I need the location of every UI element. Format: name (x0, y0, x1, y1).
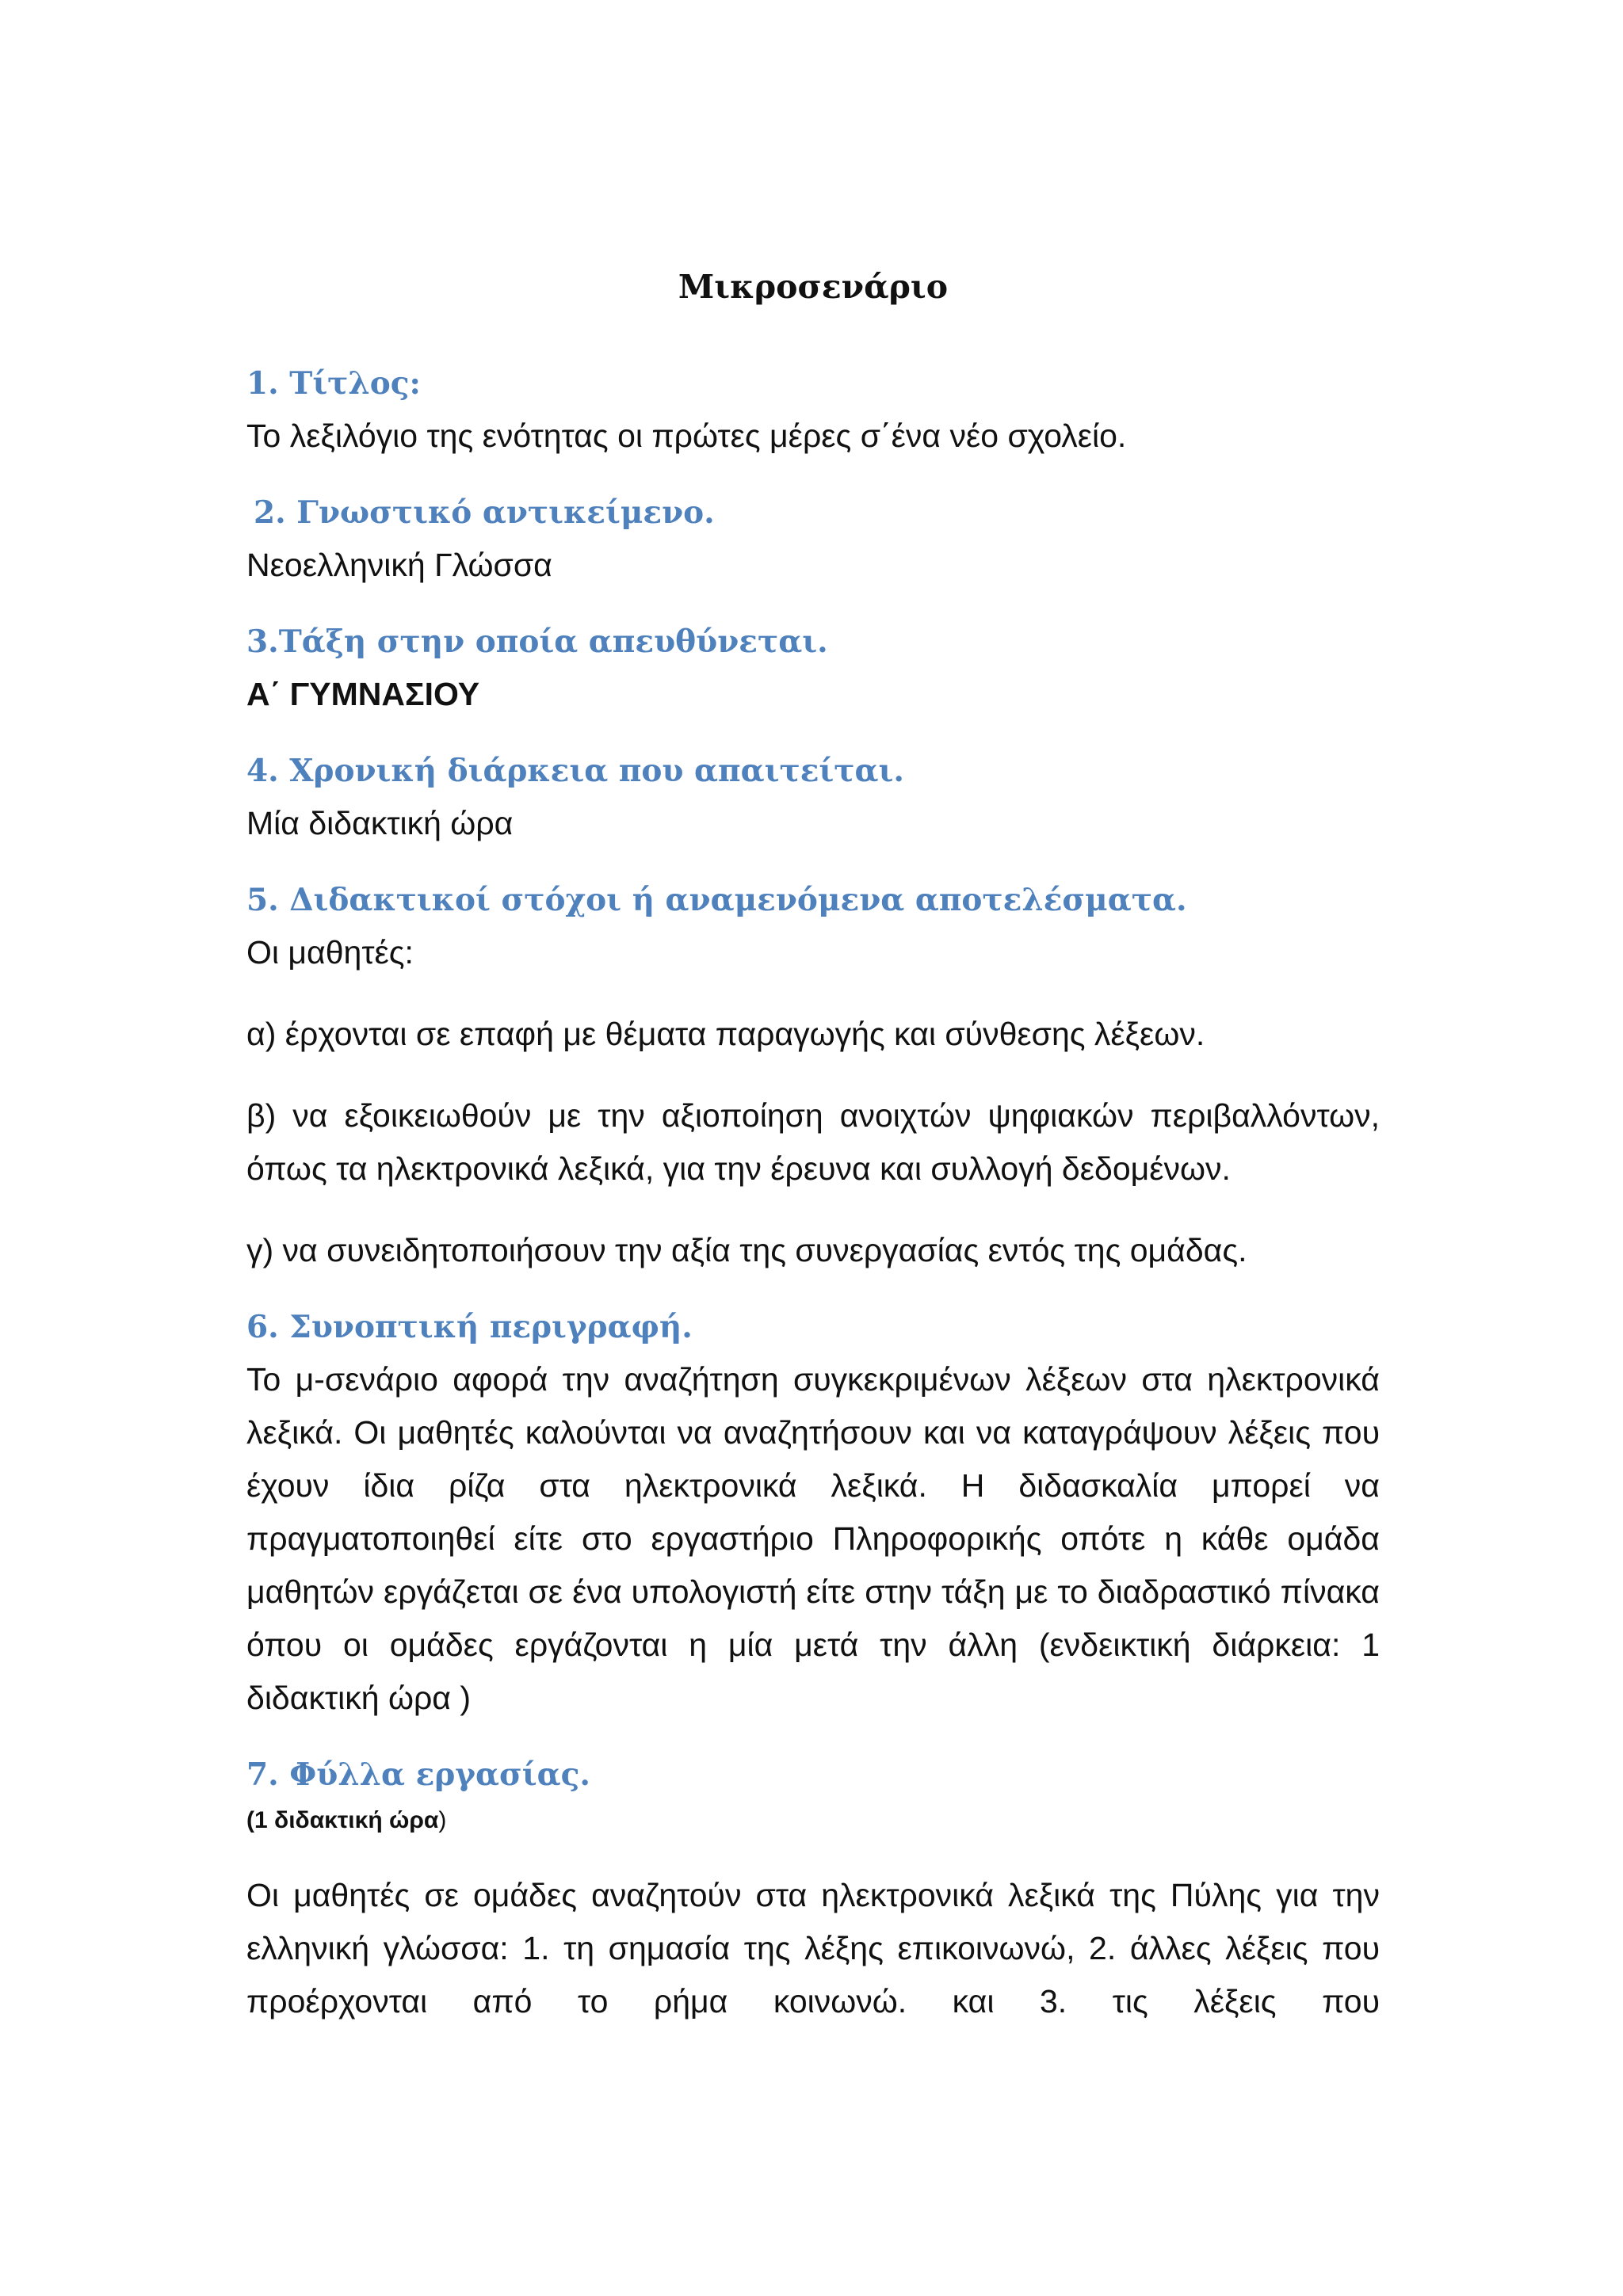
section-6-body: Το μ-σενάριο αφορά την αναζήτηση συγκεκριμένων λέξεων στα ηλεκτρονικά λεξικά. Οι μαθητές καλούνται να αναζητήσουν και να καταγράψουν λέξεις που έχουν ίδια ρίζα στα ηλεκτρονικά λεξικά. Η διδασκαλία μπορεί να πραγματοποιηθεί είτε στο εργαστήριο Πληροφορικής οπότε η κάθε ομάδα μαθητών εργάζεται σε ένα υπολογιστή είτε στην τάξη με το διαδραστικό πίνακα όπου οι ομάδες εργάζονται η μία μετά την άλλη (ενδεικτική διάρκεια: 1 διδακτική ώρα ) (246, 1361, 1380, 1716)
section-1-body: Το λεξιλόγιο της ενότητας οι πρώτες μέρες σ΄ένα νέο σχολείο. (246, 418, 1127, 454)
section-4-body: Μία διδακτική ώρα (246, 805, 514, 841)
section-3-body: Α΄ ΓΥΜΝΑΣΙΟΥ (246, 676, 480, 712)
document-title: Μικροσενάριο (678, 268, 949, 306)
section-1-heading: 1. Τίτλος: (246, 365, 421, 402)
section-7-duration (246, 1801, 1380, 1840)
duration-open: ( (246, 1807, 254, 1833)
section-7-heading: 7. Φύλλα εργασίας. (246, 1756, 590, 1793)
section-4-heading: 4. Χρονική διάρκεια που απαιτείται. (246, 753, 904, 789)
section-5-intro: Οι μαθητές: (246, 934, 414, 971)
duration-text: 1 διδακτική ώρα (254, 1807, 439, 1833)
section-5-heading: 5. Διδακτικοί στόχοι ή αναμενόμενα αποτελέσματα. (246, 882, 1187, 918)
section-5-item-b: β) να εξοικειωθούν με την αξιοποίηση ανοιχτών ψηφιακών περιβαλλόντων, όπως τα ηλεκτρονικά λεξικά, για την έρευνα και συλλογή δεδομένων. (246, 1097, 1380, 1187)
section-2-body: Νεοελληνική Γλώσσα (246, 547, 552, 583)
section-5-item-c: γ) να συνειδητοποιήσουν την αξία της συνεργασίας εντός της ομάδας. (246, 1232, 1247, 1268)
section-7-body: Οι μαθητές σε ομάδες αναζητούν στα ηλεκτρονικά λεξικά της Πύλης για την ελληνική γλώσσα: 1. τη σημασία της λέξης επικοινωνώ, 2. άλλες λέξεις που προέρχονται από το ρήμα κοινωνώ. και 3. τις λέξεις που (246, 1877, 1380, 2019)
duration-close: ) (438, 1807, 447, 1833)
section-6-heading: 6. Συνοπτική περιγραφή. (246, 1309, 693, 1345)
section-2-heading: 2. Γνωστικό αντικείμενο. (254, 494, 715, 531)
section-5-item-a: α) έρχονται σε επαφή με θέματα παραγωγής και σύνθεσης λέξεων. (246, 1016, 1205, 1052)
section-3-heading: 3.Τάξη στην οποία απευθύνεται. (246, 624, 828, 660)
document-page (246, 252, 1380, 2028)
